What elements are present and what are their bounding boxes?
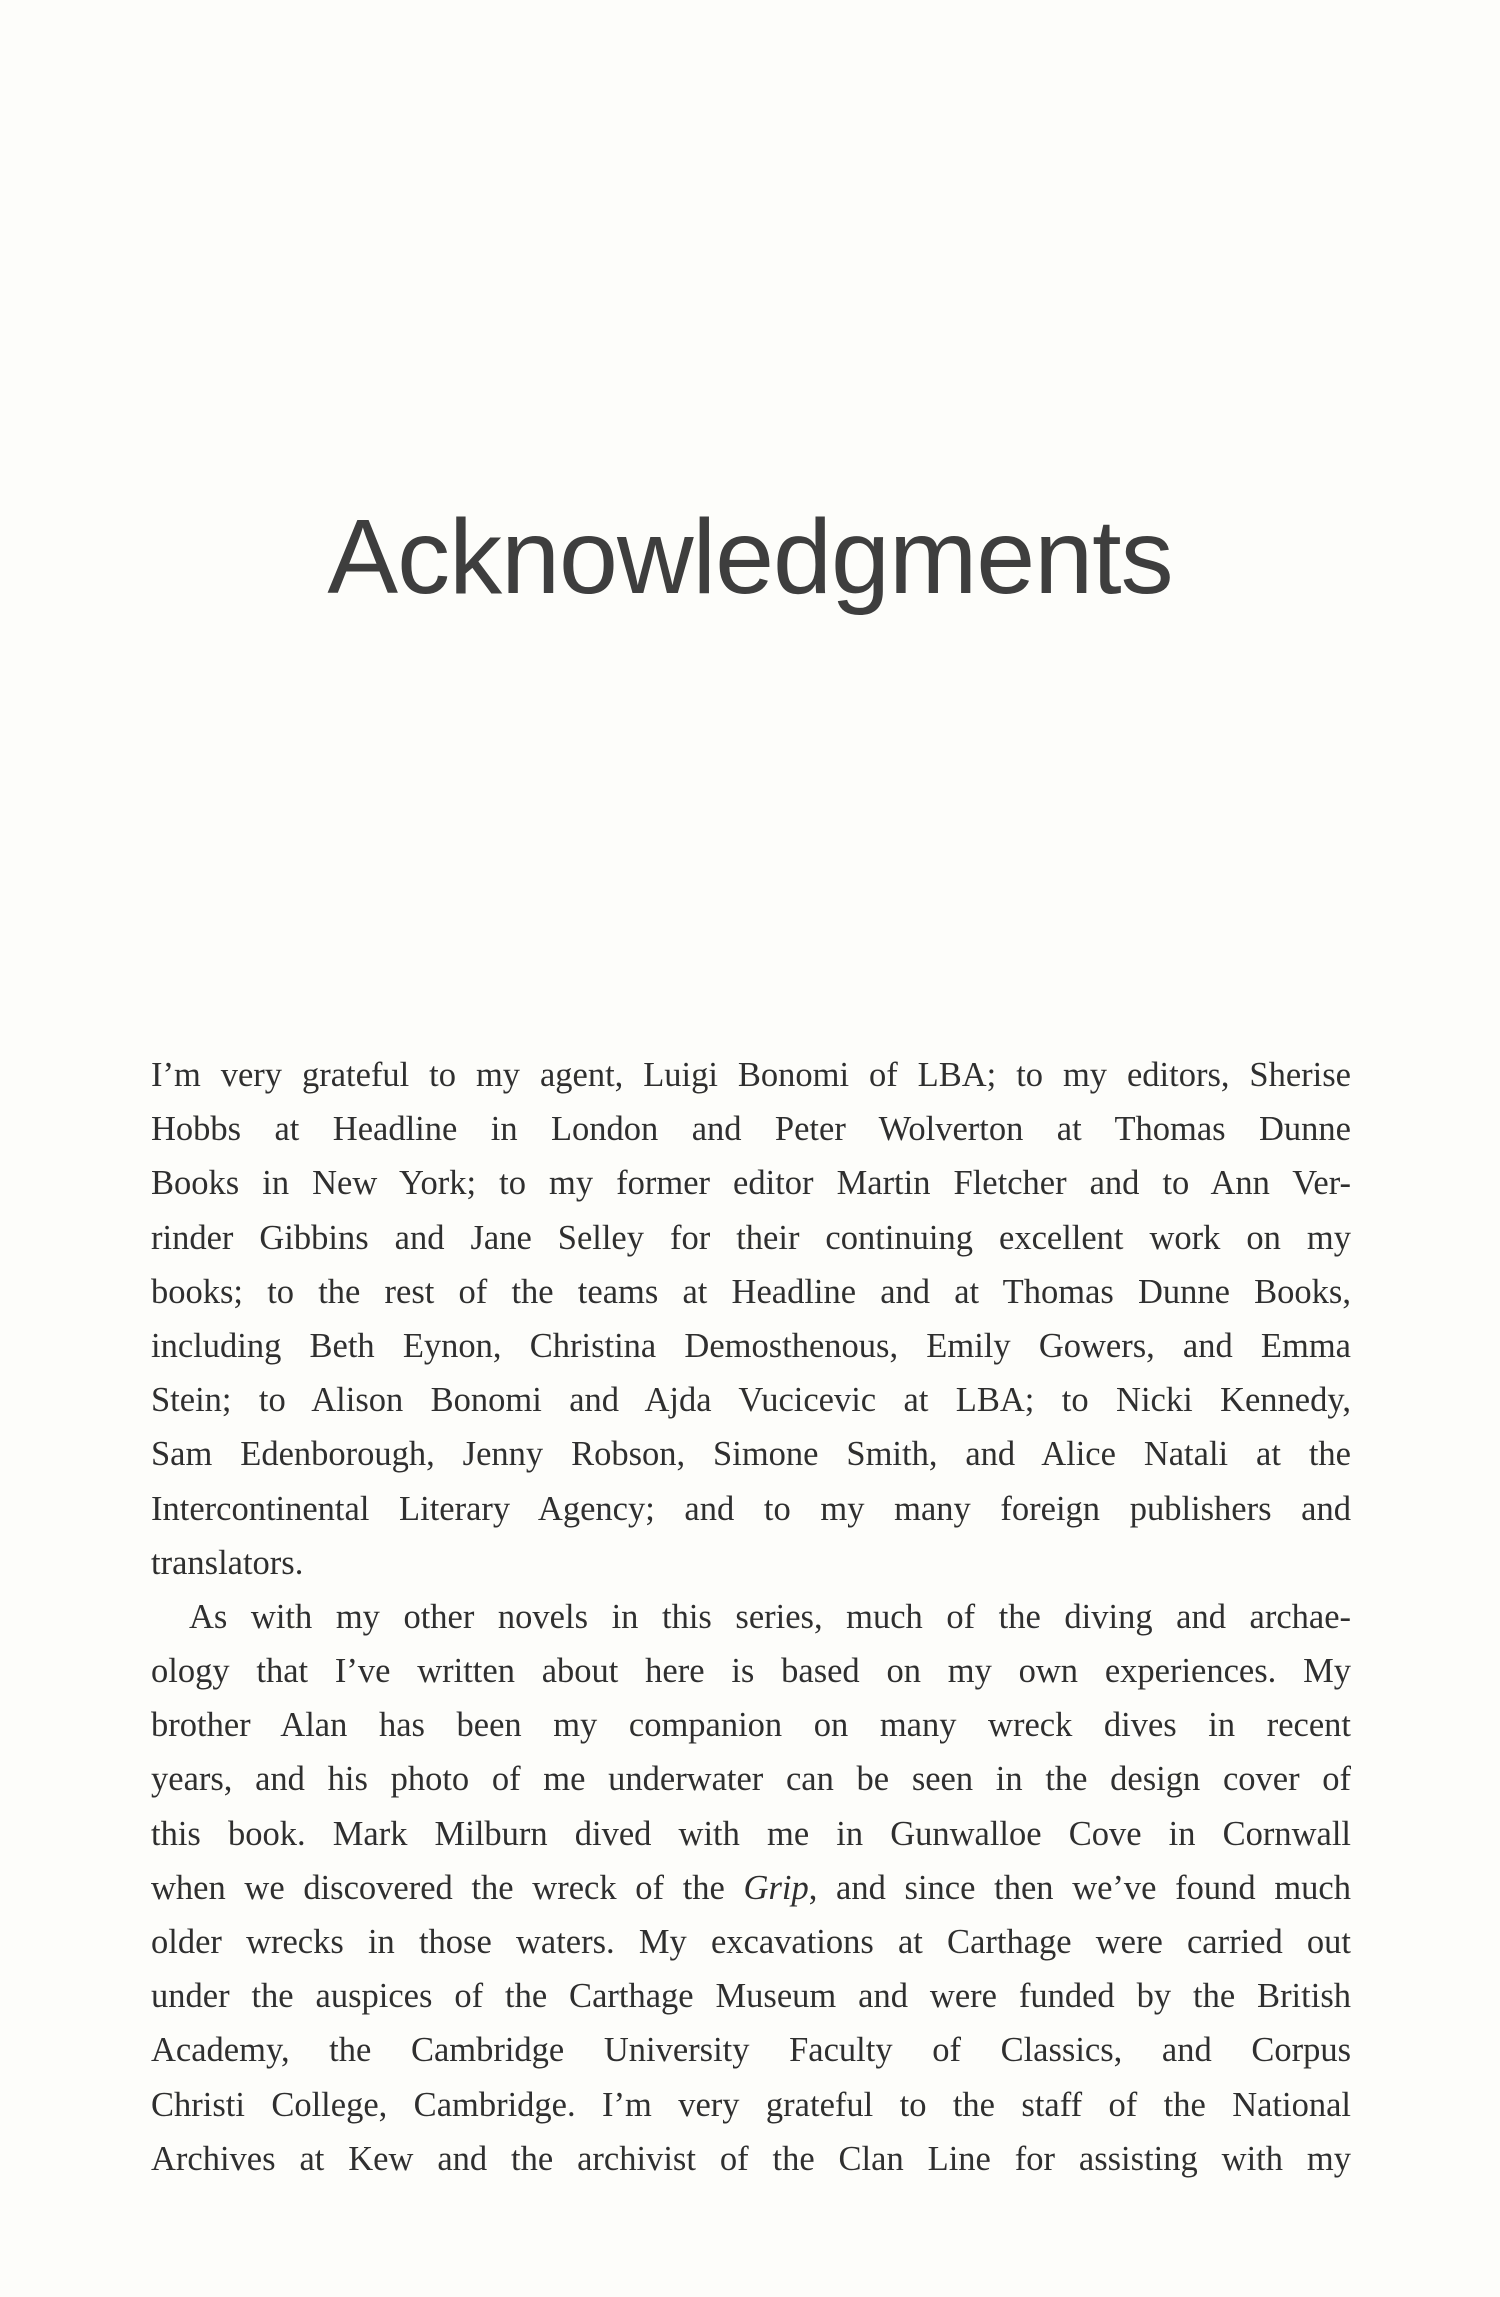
text-line: including Beth Eynon, Christina Demosthenous, Emily Gowers, and Emma — [151, 1326, 1351, 1365]
text-line: translators. — [151, 1543, 304, 1582]
paragraph-2 — [151, 1590, 1351, 2186]
text-line: Stein; to Alison Bonomi and Ajda Vucicevic at LBA; to Nicki Kennedy, — [151, 1381, 1351, 1420]
text-line: rinder Gibbins and Jane Selley for their continuing excellent work on my — [151, 1218, 1351, 1257]
text-line: ology that I’ve written about here is based on my own experiences. My — [151, 1652, 1351, 1691]
text-line: As with my other novels in this series, much of the diving and archae- — [189, 1597, 1351, 1636]
text-line: Books in New York; to my former editor Martin Fletcher and to Ann Ver- — [151, 1164, 1351, 1203]
text-line: Intercontinental Literary Agency; and to my many foreign publishers and — [151, 1489, 1351, 1528]
page-title: Acknowledgments — [327, 498, 1173, 616]
paragraph-1 — [151, 1048, 1351, 1590]
text-fragment: , and since then we’ve found much — [808, 1868, 1351, 1907]
text-line: Christi College, Cambridge. I’m very grateful to the staff of the National — [151, 2085, 1351, 2124]
ship-name: Grip — [743, 1868, 809, 1907]
text-line: Archives at Kew and the archivist of the Clan Line for assisting with my — [151, 2139, 1351, 2178]
text-fragment: when we discovered the wreck of the — [151, 1868, 744, 1907]
text-line: older wrecks in those waters. My excavations at Carthage were carried out — [151, 1923, 1351, 1961]
text-line: this book. Mark Milburn dived with me in Gunwalloe Cove in Cornwall — [151, 1814, 1351, 1853]
text-line: Sam Edenborough, Jenny Robson, Simone Smith, and Alice Natali at the — [151, 1435, 1351, 1474]
text-line: Academy, the Cambridge University Faculty of Classics, and Corpus — [151, 2031, 1351, 2070]
text-line: years, and his photo of me underwater can be seen in the design cover of — [151, 1760, 1351, 1799]
text-line: under the auspices of the Carthage Museum and were funded by the British — [151, 1977, 1351, 2016]
acknowledgments-body — [151, 1048, 1351, 2186]
text-line — [151, 1861, 1351, 1915]
text-line: brother Alan has been my companion on many wreck dives in recent — [151, 1706, 1351, 1745]
text-line: I’m very grateful to my agent, Luigi Bonomi of LBA; to my editors, Sherise — [151, 1056, 1351, 1094]
text-line: Hobbs at Headline in London and Peter Wolverton at Thomas Dunne — [151, 1110, 1351, 1149]
text-line: books; to the rest of the teams at Headline and at Thomas Dunne Books, — [151, 1272, 1351, 1311]
